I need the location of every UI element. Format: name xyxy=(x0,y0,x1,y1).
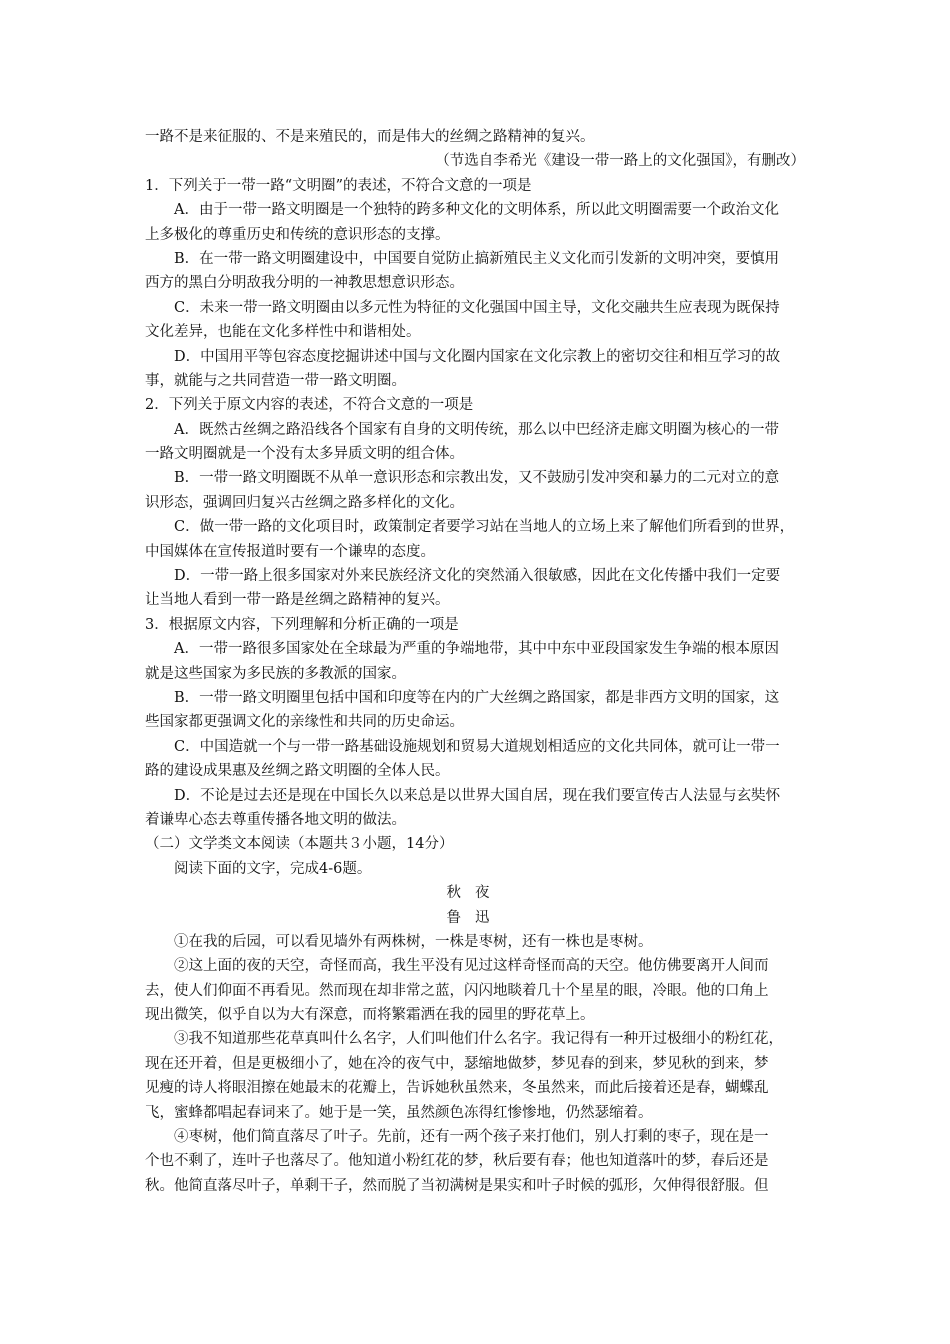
text-line: 去，使人们仰面不再看见。然而现在却非常之蓝，闪闪地睒着几十个星星的眼，冷眼。他的口角上 xyxy=(145,982,769,999)
text-line: 秋。他简直落尽叶子，单剩干子，然而脱了当初满树是果实和叶子时候的弧形，欠伸得很舒服。但 xyxy=(145,1177,769,1194)
text-line: 识形态，强调回归复兴古丝绸之路多样化的文化。 xyxy=(145,494,464,511)
text-line: 一路文明圈就是一个没有太多异质文明的组合体。 xyxy=(145,446,464,463)
text-line: 路的建设成果惠及丝绸之路文明圈的全体人民。 xyxy=(145,763,450,780)
text-line: 些国家都更强调文化的亲缘性和共同的历史命运。 xyxy=(145,714,464,731)
text-line: D．中国用平等包容态度挖掘讲述中国与文化圈内国家在文化宗教上的密切交往和相互学习的故 xyxy=(174,348,781,365)
text-line: 秋夜 xyxy=(446,885,504,902)
text-line: 上多极化的尊重历史和传统的意识形态的支撑。 xyxy=(145,226,450,243)
text-line: 鲁迅 xyxy=(446,909,504,926)
text-line: B．一带一路文明圈里包括中国和印度等在内的广大丝绸之路国家，都是非西方文明的国家，这 xyxy=(174,689,780,706)
text-line: 就是这些国家为多民族的多教派的国家。 xyxy=(145,665,406,682)
text-line: 2．下列关于原文内容的表述，不符合文意的一项是 xyxy=(145,397,474,414)
text-line: A．由于一带一路文明圈是一个独特的跨多种文化的文明体系，所以此文明圈需要一个政治文化 xyxy=(174,202,779,219)
text-line: 文化差异，也能在文化多样性中和谐相处。 xyxy=(145,324,421,341)
text-line: C．做一带一路的文化项目时，政策制定者要学习站在当地人的立场上来了解他们所看到的世界， xyxy=(174,519,795,536)
text-line: ④枣树，他们简直落尽了叶子。先前，还有一两个孩子来打他们，别人打剩的枣子，现在是一 xyxy=(174,1129,769,1146)
text-line: 让当地人看到一带一路是丝绸之路精神的复兴。 xyxy=(145,592,450,609)
text-line: 个也不剩了，连叶子也落尽了。他知道小粉红花的梦，秋后要有春；他也知道落叶的梦，春后还是 xyxy=(145,1153,769,1170)
text-line: 3．根据原文内容，下列理解和分析正确的一项是 xyxy=(145,616,459,633)
text-line: 1．下列关于一带一路“文明圈”的表述，不符合文意的一项是 xyxy=(145,177,532,194)
text-line: C．中国造就一个与一带一路基础设施规划和贸易大道规划相适应的文化共同体，就可让一带一 xyxy=(174,738,780,755)
text-line: 着谦卑心态去尊重传播各地文明的做法。 xyxy=(145,811,406,828)
text-line: D．一带一路上很多国家对外来民族经济文化的突然涌入很敏感，因此在文化传播中我们一定要 xyxy=(174,568,781,585)
text-line: 现出微笑，似乎自以为大有深意，而将繁霜洒在我的园里的野花草上。 xyxy=(145,1007,595,1024)
text-line: （二）文学类文本阅读（本题共３小题，14分） xyxy=(145,836,454,853)
text-line: A．一带一路很多国家处在全球最为严重的争端地带，其中中东中亚段国家发生争端的根本原因 xyxy=(174,641,779,658)
text-line: 西方的黑白分明敌我分明的一神教思想意识形态。 xyxy=(145,275,464,292)
text-line: 现在还开着，但是更极细小了，她在冷的夜气中，瑟缩地做梦，梦见春的到来，梦见秋的到来，梦 xyxy=(145,1055,769,1072)
text-line: 中国媒体在宣传报道时要有一个谦卑的态度。 xyxy=(145,543,435,560)
text-line: 一路不是来征服的、不是来殖民的，而是伟大的丝绸之路精神的复兴。 xyxy=(145,129,595,145)
text-line: B．在一带一路文明圈建设中，中国要自觉防止搞新殖民主义文化而引发新的文明冲突，要慎用 xyxy=(174,250,780,267)
text-line: ②这上面的夜的天空，奇怪而高，我生平没有见过这样奇怪而高的天空。他仿佛要离开人间而 xyxy=(174,958,769,975)
text-line: 阅读下面的文字，完成4-6题。 xyxy=(174,860,372,877)
text-line: B．一带一路文明圈既不从单一意识形态和宗教出发，又不鼓励引发冲突和暴力的二元对立的意 xyxy=(174,470,780,487)
text-line: 事，就能与之共同营造一带一路文明圈。 xyxy=(145,372,406,389)
text-line: （节选自李希光《建设一带一路上的文化强国》，有删改） xyxy=(435,153,805,170)
text-line: ③我不知道那些花草真叫什么名字，人们叫他们什么名字。我记得有一种开过极细小的粉红花， xyxy=(174,1031,783,1048)
document-page xyxy=(145,125,805,1198)
text-line: ①在我的后园，可以看见墙外有两株树，一株是枣树，还有一株也是枣树。 xyxy=(174,933,653,950)
text-line: C．未来一带一路文明圈由以多元性为特征的文化强国中国主导，文化交融共生应表现为既保持 xyxy=(174,299,780,316)
text-line: 飞，蜜蜂都唱起春词来了。她于是一笑，虽然颜色冻得红惨惨地，仍然瑟缩着。 xyxy=(145,1104,653,1121)
text-line: D．不论是过去还是现在中国长久以来总是以世界大国自居，现在我们要宣传古人法显与玄奘怀 xyxy=(174,787,781,804)
text-line: 见瘦的诗人将眼泪擦在她最末的花瓣上，告诉她秋虽然来，冬虽然来，而此后接着还是春，蝴蝶乱 xyxy=(145,1080,769,1097)
text-line: A．既然古丝绸之路沿线各个国家有自身的文明传统，那么以中巴经济走廊文明圈为核心的一带 xyxy=(174,421,779,438)
